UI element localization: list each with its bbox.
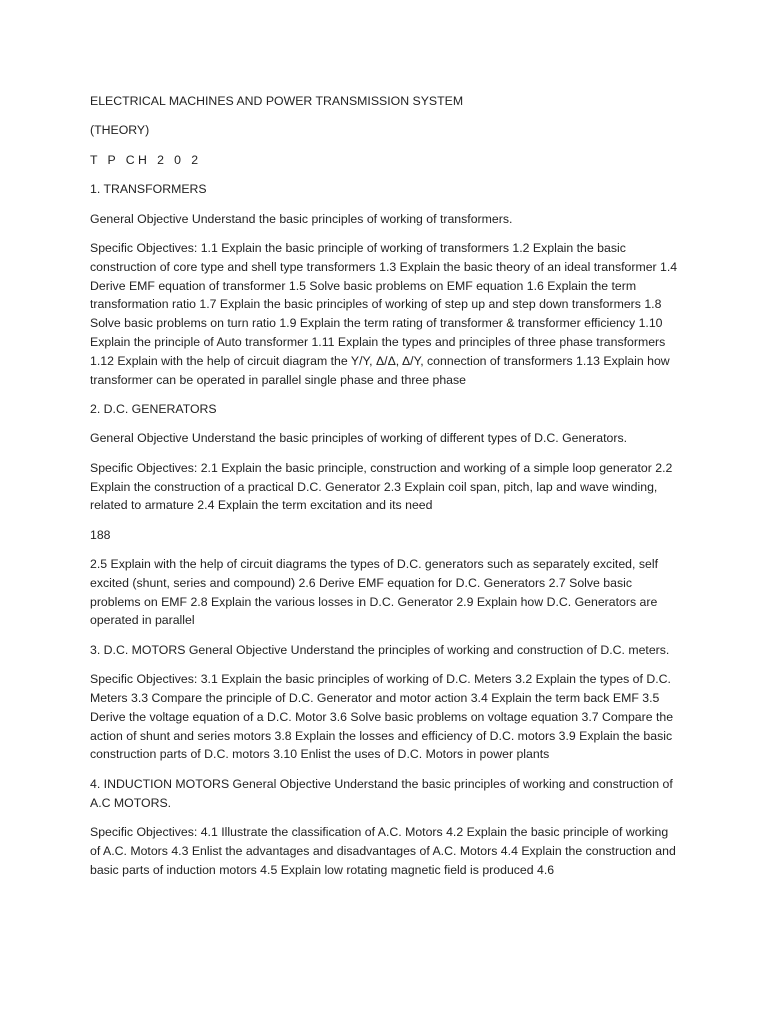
section-heading-transformers: 1. TRANSFORMERS (90, 182, 207, 197)
section-heading-induction-motors: 4. INDUCTION MOTORS General Objective Understand the basic principles of working and construction of A.C MOTORS. (90, 776, 673, 810)
document-title: ELECTRICAL MACHINES AND POWER TRANSMISSION SYSTEM (90, 94, 464, 108)
section-heading-dc-generators: 2. D.C. GENERATORS (90, 401, 217, 416)
specific-objectives-dc-generators: Specific Objectives: 2.1 Explain the basic principle, construction and working of a simple loop generator 2.2 Explain the construction of a practical D.C. Generator 2.3 Explain coil span, pitch, lap and wave winding, related to armature 2.4 Explain the term excitation and its need (90, 460, 673, 513)
continued-objectives-dc-generators: 2.5 Explain with the help of circuit diagrams the types of D.C. generators such as separately excited, self excited (shunt, series and compound) 2.6 Derive EMF equation for D.C. Generators 2.7 Solve basic problems on EMF 2.8 Explain the various losses in D.C. Generator 2.9 Explain how D.C. Generators are operated in parallel (90, 557, 658, 628)
general-objective-transformers: General Objective Understand the basic principles of working of transformers. (90, 211, 513, 226)
document-subtitle: (THEORY) (90, 123, 150, 138)
course-code: T P CH 2 0 2 (90, 152, 202, 167)
document-page (90, 92, 680, 890)
specific-objectives-dc-motors: Specific Objectives: 3.1 Explain the basic principles of working of D.C. Meters 3.2 Explain the types of D.C. Meters 3.3 Compare the principle of D.C. Generator and motor action 3.4 Explain the term back EMF 3.5 Derive the voltage equation of a D.C. Motor 3.6 Solve basic problems on voltage equation 3.7 Compare the action of shunt and series motors 3.8 Explain the losses and efficiency of D.C. motors 3.9 Explain the basic construction parts of D.C. motors 3.10 Enlist the uses of D.C. Motors in power plants (90, 672, 674, 762)
general-objective-dc-generators: General Objective Understand the basic principles of working of different types of D.C. Generators. (90, 431, 628, 446)
page-number: 188 (90, 527, 111, 542)
specific-objectives-transformers: Specific Objectives: 1.1 Explain the basic principle of working of transformers 1.2 Explain the basic construction of core type and shell type transformers 1.3 Explain the basic theory of an ideal transformer 1.4 Derive EMF equation of transformer 1.5 Solve basic problems on EMF equation 1.6 Explain the term transformation ratio 1.7 Explain the basic principles of working of step up and step down transformers 1.8 Solve basic problems on turn ratio 1.9 Explain the term rating of transformer & transformer efficiency 1.10 Explain the principle of Auto transformer 1.11 Explain the types and principles of three phase transformers 1.12 Explain with the help of circuit diagram the Y/Y, Δ/Δ, Δ/Y, connection of transformers 1.13 Explain how transformer can be operated in parallel single phase and three phase (90, 240, 678, 387)
section-heading-dc-motors: 3. D.C. MOTORS General Objective Understand the principles of working and construction of D.C. meters. (90, 642, 670, 657)
specific-objectives-induction-motors: Specific Objectives: 4.1 Illustrate the classification of A.C. Motors 4.2 Explain the basic principle of working of A.C. Motors 4.3 Enlist the advantages and disadvantages of A.C. Motors 4.4 Explain the construction and basic parts of induction motors 4.5 Explain low rotating magnetic field is produced 4.6 (90, 825, 676, 877)
